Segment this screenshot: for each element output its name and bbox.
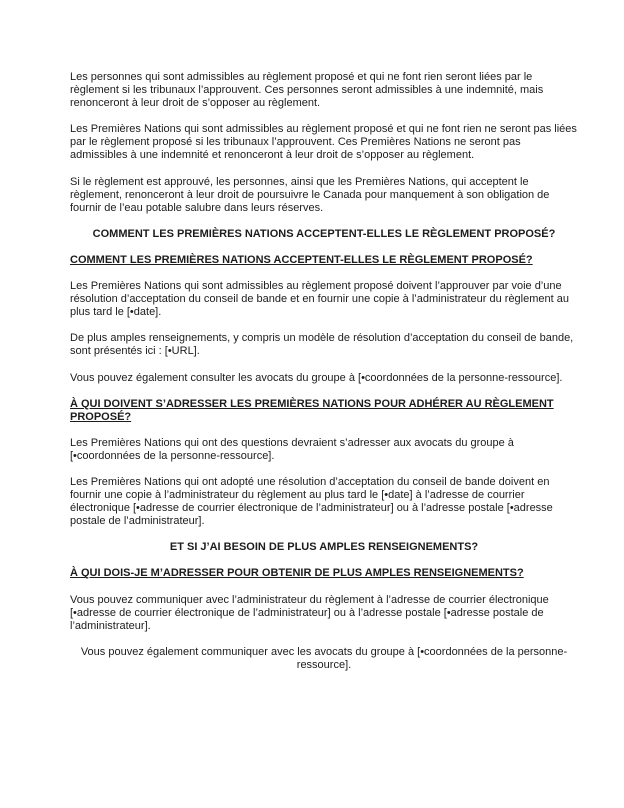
- heading-who-to-contact-more-info: À QUI DOIS-JE M’ADRESSER POUR OBTENIR DE PLUS AMPLES RENSEIGNEMENTS?: [70, 567, 524, 580]
- paragraph-eligible-first-nations: Les Premières Nations qui sont admissibles au règlement proposé et qui ne font rien ne seront pas liées par le règlement proposé si les tribunaux l’approuvent. Ces Premières Nations ne seront pas admissibles à une indemnité et renonceront à leur droit de s’opposer au règlement.: [70, 123, 577, 162]
- paragraph-submit-resolution-copy: Les Premières Nations qui ont adopté une résolution d’acceptation du conseil de bande doivent en fournir une copie à l’administrateur du règlement au plus tard le [•date] à l’adresse de courrier électronique [•adresse de courrier électronique de l’administrateur] ou à l’adresse postale [•adresse postale de l’administrateur].: [70, 475, 553, 528]
- paragraph-contact-lawyers-centered: Vous pouvez également communiquer avec les avocats du groupe à [•coordonnées de la personne-ressource].: [80, 645, 568, 671]
- paragraph-contact-administrator: Vous pouvez communiquer avec l’administrateur du règlement à l’adresse de courrier électronique [•adresse de courrier électronique de l’administrateur] ou à l’adresse postale [•adresse postale de l’administrateur].: [70, 593, 549, 632]
- heading-need-more-info-centered: ET SI J’AI BESOIN DE PLUS AMPLES RENSEIGNEMENTS?: [169, 541, 479, 554]
- heading-how-accept-underlined: COMMENT LES PREMIÈRES NATIONS ACCEPTENT-ELLES LE RÈGLEMENT PROPOSÉ?: [70, 253, 533, 266]
- paragraph-more-info-url: De plus amples renseignements, y compris un modèle de résolution d’acceptation du conseil de bande, sont présentés ici : [•URL].: [70, 332, 574, 358]
- paragraph-questions-lawyers: Les Premières Nations qui ont des questions devraient s’adresser aux avocats du groupe à [•coordonnées de la personne-ressource].: [70, 436, 514, 462]
- paragraph-band-council-resolution: Les Premières Nations qui sont admissibles au règlement proposé doivent l’approuver par voie d’une résolution d’acceptation du conseil de bande et en fournir une copie à l’administrateur du règlement au plus tard le [•date].: [70, 280, 569, 319]
- heading-who-to-contact-adhere: À QUI DOIVENT S’ADRESSER LES PREMIÈRES NATIONS POUR ADHÉRER AU RÈGLEMENT PROPOSÉ?: [70, 397, 554, 423]
- heading-how-accept-centered: COMMENT LES PREMIÈRES NATIONS ACCEPTENT-ELLES LE RÈGLEMENT PROPOSÉ?: [92, 227, 556, 240]
- paragraph-settlement-approved: Si le règlement est approuvé, les personnes, ainsi que les Premières Nations, qui acceptent le règlement, renonceront à leur droit de poursuivre le Canada pour manquement à son obligation de fournir de l’eau potable salubre dans leurs réserves.: [70, 175, 550, 214]
- paragraph-consult-lawyers: Vous pouvez également consulter les avocats du groupe à [•coordonnées de la personne-ressource].: [70, 371, 563, 384]
- paragraph-eligible-persons: Les personnes qui sont admissibles au règlement proposé et qui ne font rien seront liées par le règlement si les tribunaux l’approuvent. Ces personnes seront admissibles à une indemnité, mais renonceront à leur droit de s’opposer au règlement.: [70, 71, 544, 110]
